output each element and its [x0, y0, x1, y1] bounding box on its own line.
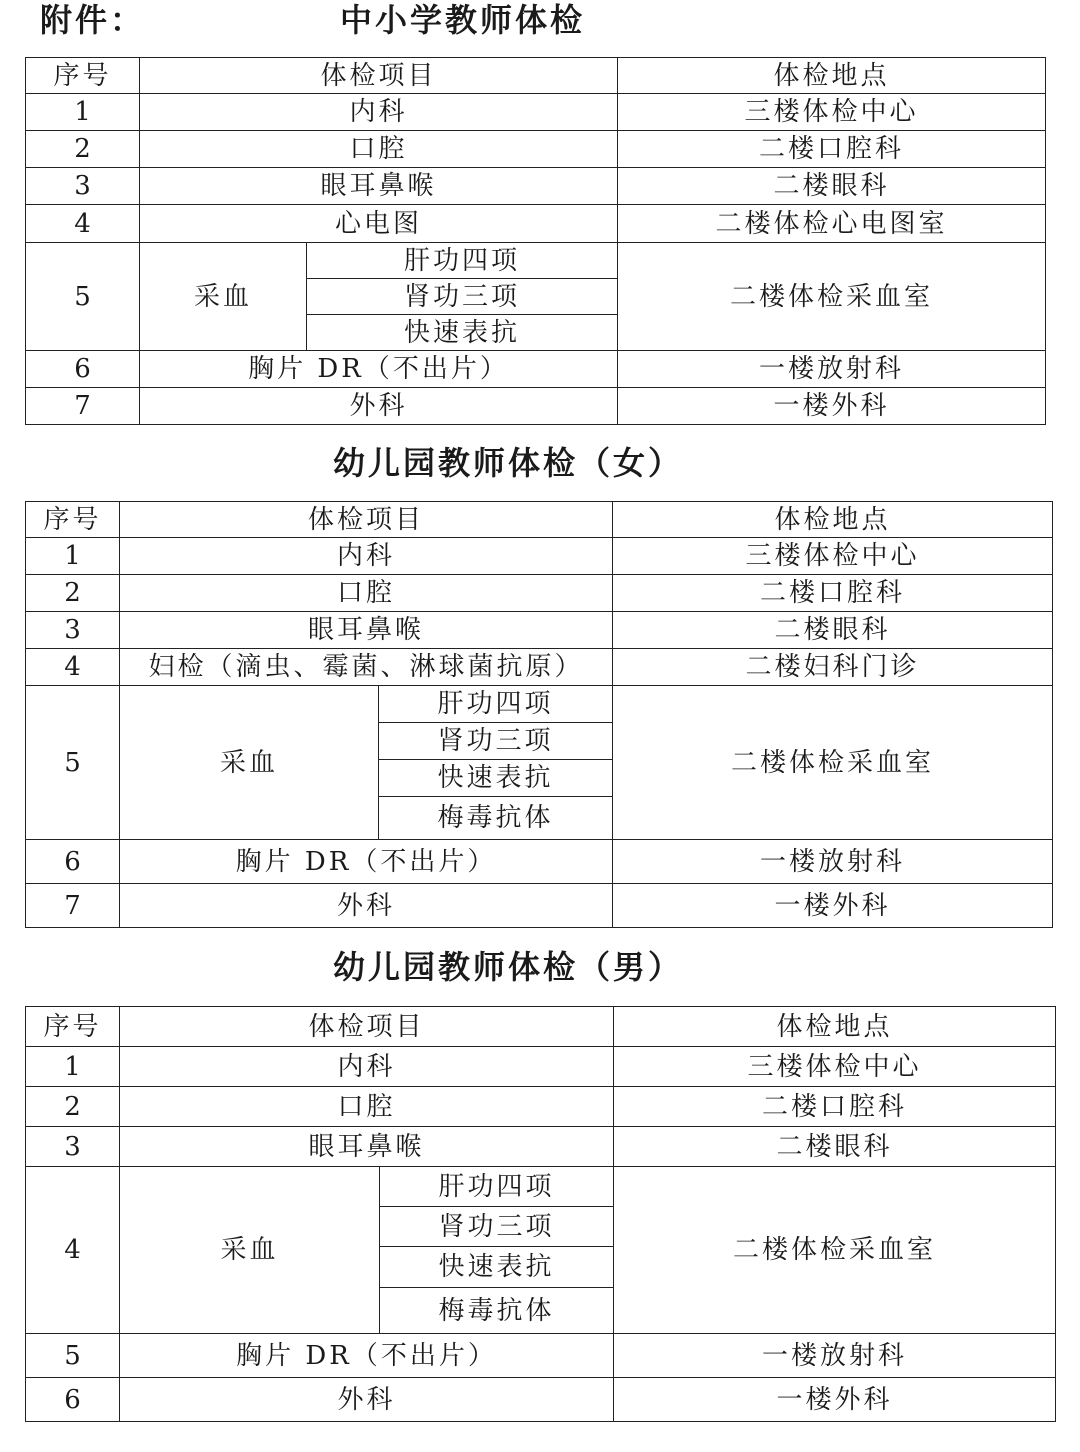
row-seq: 7: [26, 388, 140, 425]
table-row: [26, 538, 1053, 575]
exam-table-kindergarten-male: [25, 1006, 1056, 1422]
row-location: 三楼体检中心: [614, 1047, 1056, 1087]
row-location: 一楼放射科: [613, 840, 1053, 884]
blood-test-row: [26, 686, 1053, 723]
blood-test-label: 采血: [140, 243, 307, 351]
header-item: 体检项目: [140, 58, 618, 94]
table-row: [26, 840, 1053, 884]
header-location: 体检地点: [614, 1007, 1056, 1047]
table-row: [26, 168, 1046, 205]
table-row: [26, 1047, 1056, 1087]
row-item: 口腔: [120, 575, 613, 612]
exam-table-primary-middle-school: [25, 57, 1046, 425]
section-title-primary-middle-school: 中小学教师体检: [340, 1, 586, 39]
exam-table-kindergarten-female: [25, 501, 1053, 928]
row-seq: 3: [26, 612, 120, 649]
table-header-row: [26, 502, 1053, 538]
header-item: 体检项目: [120, 1007, 614, 1047]
row-location: 二楼体检采血室: [618, 243, 1046, 351]
row-location: 二楼体检采血室: [614, 1167, 1056, 1334]
row-seq: 4: [26, 649, 120, 686]
blood-test-row: [26, 1167, 1056, 1207]
row-item: 口腔: [140, 131, 618, 168]
row-item: 眼耳鼻喉: [120, 612, 613, 649]
row-location: 二楼体检采血室: [613, 686, 1053, 840]
row-location: 二楼体检心电图室: [618, 205, 1046, 243]
blood-sub-item: 肝功四项: [307, 243, 618, 279]
row-item: 胸片 DR（不出片）: [120, 840, 613, 884]
row-item: 内科: [120, 1047, 614, 1087]
blood-sub-item: 肝功四项: [379, 686, 613, 723]
row-item: 胸片 DR（不出片）: [140, 351, 618, 388]
row-seq: 5: [26, 243, 140, 351]
table-header-row: [26, 1007, 1056, 1047]
header-seq: 序号: [26, 502, 120, 538]
table-row: [26, 1087, 1056, 1127]
row-seq: 6: [26, 351, 140, 388]
table-row: [26, 131, 1046, 168]
header-location: 体检地点: [613, 502, 1053, 538]
row-item: 外科: [140, 388, 618, 425]
row-location: 二楼妇科门诊: [613, 649, 1053, 686]
header-seq: 序号: [26, 58, 140, 94]
row-location: 一楼外科: [618, 388, 1046, 425]
row-location: 二楼眼科: [614, 1127, 1056, 1167]
row-item: 妇检（滴虫、霉菌、淋球菌抗原）: [120, 649, 613, 686]
blood-test-label: 采血: [120, 686, 379, 840]
attachment-label: 附件：: [40, 1, 146, 39]
header-location: 体检地点: [618, 58, 1046, 94]
blood-test-row: [26, 243, 1046, 279]
row-seq: 6: [26, 1378, 120, 1422]
row-seq: 1: [26, 94, 140, 131]
row-seq: 4: [26, 1167, 120, 1334]
table-row: [26, 1378, 1056, 1422]
row-location: 二楼口腔科: [614, 1087, 1056, 1127]
row-item: 外科: [120, 884, 613, 928]
blood-sub-item: 快速表抗: [379, 760, 613, 797]
row-item: 心电图: [140, 205, 618, 243]
table-row: [26, 351, 1046, 388]
row-item: 内科: [120, 538, 613, 575]
row-seq: 7: [26, 884, 120, 928]
table-row: [26, 94, 1046, 131]
row-location: 二楼口腔科: [618, 131, 1046, 168]
row-seq: 1: [26, 538, 120, 575]
blood-test-label: 采血: [120, 1167, 380, 1334]
row-seq: 3: [26, 168, 140, 205]
table-row: [26, 1334, 1056, 1378]
row-item: 内科: [140, 94, 618, 131]
row-location: 一楼放射科: [618, 351, 1046, 388]
blood-sub-item: 肾功三项: [307, 279, 618, 315]
row-item: 胸片 DR（不出片）: [120, 1334, 614, 1378]
section-title-kindergarten-male: 幼儿园教师体检（男）: [333, 948, 684, 986]
row-seq: 3: [26, 1127, 120, 1167]
row-location: 一楼放射科: [614, 1334, 1056, 1378]
table-row: [26, 612, 1053, 649]
blood-sub-item: 肾功三项: [380, 1207, 614, 1247]
row-location: 二楼眼科: [613, 612, 1053, 649]
table-row: [26, 388, 1046, 425]
row-seq: 1: [26, 1047, 120, 1087]
table-row: [26, 575, 1053, 612]
header-seq: 序号: [26, 1007, 120, 1047]
blood-sub-item: 快速表抗: [380, 1247, 614, 1288]
row-seq: 5: [26, 1334, 120, 1378]
blood-sub-item: 肾功三项: [379, 723, 613, 760]
row-seq: 6: [26, 840, 120, 884]
row-item: 口腔: [120, 1087, 614, 1127]
row-seq: 4: [26, 205, 140, 243]
row-item: 眼耳鼻喉: [120, 1127, 614, 1167]
row-seq: 2: [26, 131, 140, 168]
row-seq: 2: [26, 1087, 120, 1127]
row-item: 眼耳鼻喉: [140, 168, 618, 205]
table-row: [26, 1127, 1056, 1167]
table-row: [26, 649, 1053, 686]
section-title-kindergarten-female: 幼儿园教师体检（女）: [333, 444, 684, 482]
blood-sub-item: 梅毒抗体: [379, 797, 613, 840]
header-item: 体检项目: [120, 502, 613, 538]
row-location: 一楼外科: [614, 1378, 1056, 1422]
table-row: [26, 205, 1046, 243]
row-location: 三楼体检中心: [613, 538, 1053, 575]
table-row: [26, 884, 1053, 928]
blood-sub-item: 快速表抗: [307, 315, 618, 351]
row-location: 二楼口腔科: [613, 575, 1053, 612]
row-seq: 5: [26, 686, 120, 840]
blood-sub-item: 梅毒抗体: [380, 1288, 614, 1334]
row-location: 二楼眼科: [618, 168, 1046, 205]
row-location: 三楼体检中心: [618, 94, 1046, 131]
blood-sub-item: 肝功四项: [380, 1167, 614, 1207]
row-location: 一楼外科: [613, 884, 1053, 928]
row-item: 外科: [120, 1378, 614, 1422]
row-seq: 2: [26, 575, 120, 612]
table-header-row: [26, 58, 1046, 94]
